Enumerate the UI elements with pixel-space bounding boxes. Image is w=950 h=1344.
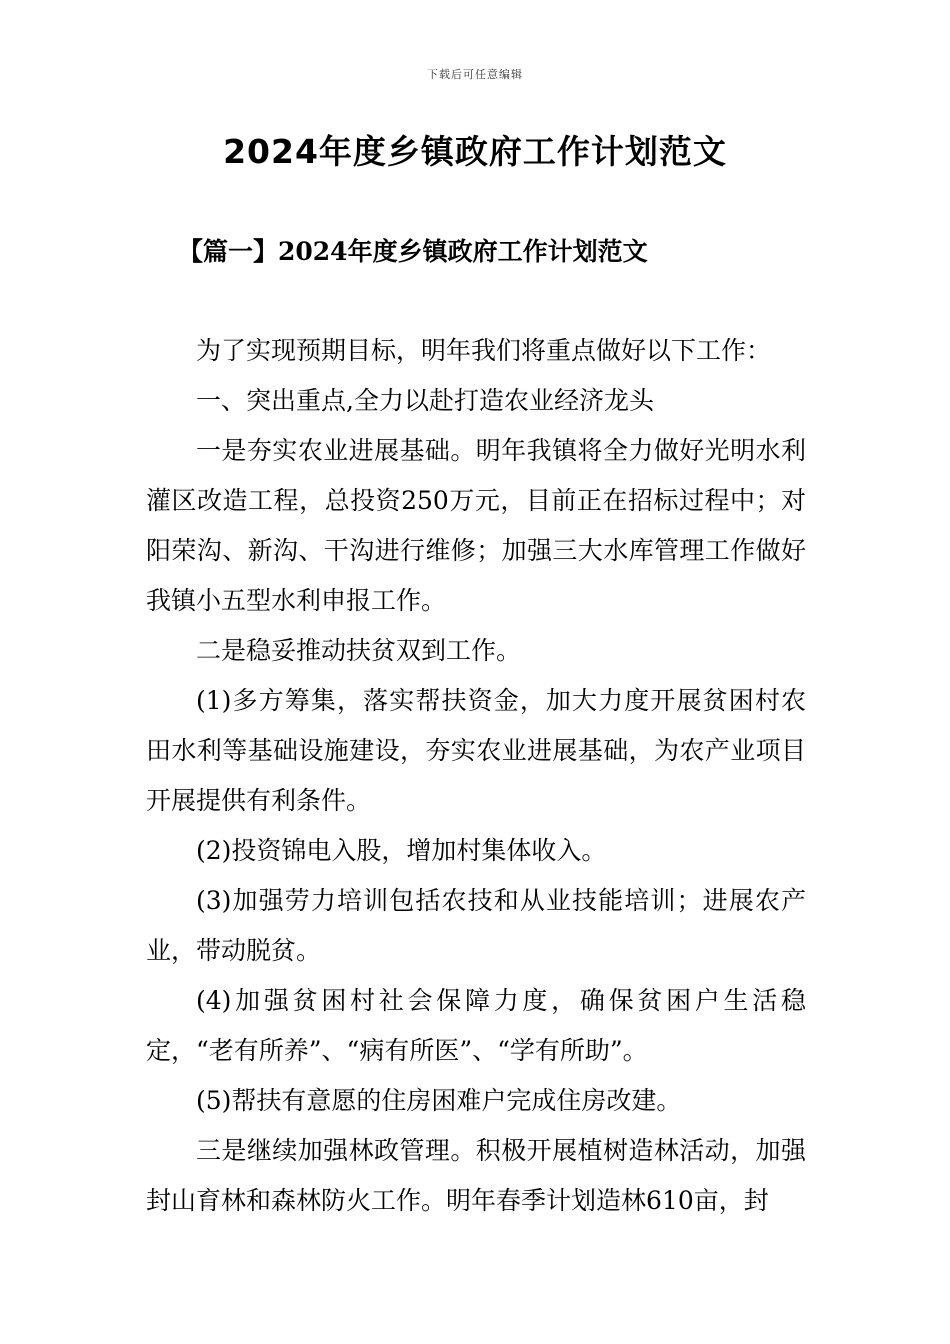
paragraph: (1)多方筹集，落实帮扶资金，加大力度开展贫困村农田水利等基础设施建设，夯实农业进展基础，为农产业项目开展提供有利条件。	[146, 686, 806, 815]
paragraph: (5)帮扶有意愿的住房困难户完成住房改建。	[196, 1086, 682, 1115]
document-body	[146, 326, 806, 1226]
document-title: 2024年度乡镇政府工作计划范文	[223, 132, 727, 171]
header-note: 下载后可任意编辑	[427, 68, 523, 81]
paragraph: 三是继续加强林政管理。积极开展植树造林活动，加强封山育林和森林防火工作。明年春季计划造林610亩，封	[146, 1136, 806, 1215]
section-title: 【篇一】2024年度乡镇政府工作计划范文	[178, 237, 648, 266]
paragraph: 二是稳妥推动扶贫双到工作。	[196, 636, 522, 665]
paragraph: (4)加强贫困村社会保障力度，确保贫困户生活稳定，“老有所养”、“病有所医”、“学有所助”。	[146, 986, 806, 1065]
paragraph: (2)投资锦电入股，增加村集体收入。	[196, 836, 607, 865]
paragraph: 一是夯实农业进展基础。明年我镇将全力做好光明水利灌区改造工程，总投资250万元，目前正在招标过程中；对阳荣沟、新沟、干沟进行维修；加强三大水库管理工作做好我镇小五型水利申报工作。	[146, 436, 806, 615]
paragraph: (3)加强劳力培训包括农技和从业技能培训；进展农产业，带动脱贫。	[146, 886, 806, 965]
paragraph: 一、突出重点,全力以赴打造农业经济龙头	[196, 386, 654, 415]
paragraph: 为了实现预期目标，明年我们将重点做好以下工作：	[196, 336, 772, 365]
